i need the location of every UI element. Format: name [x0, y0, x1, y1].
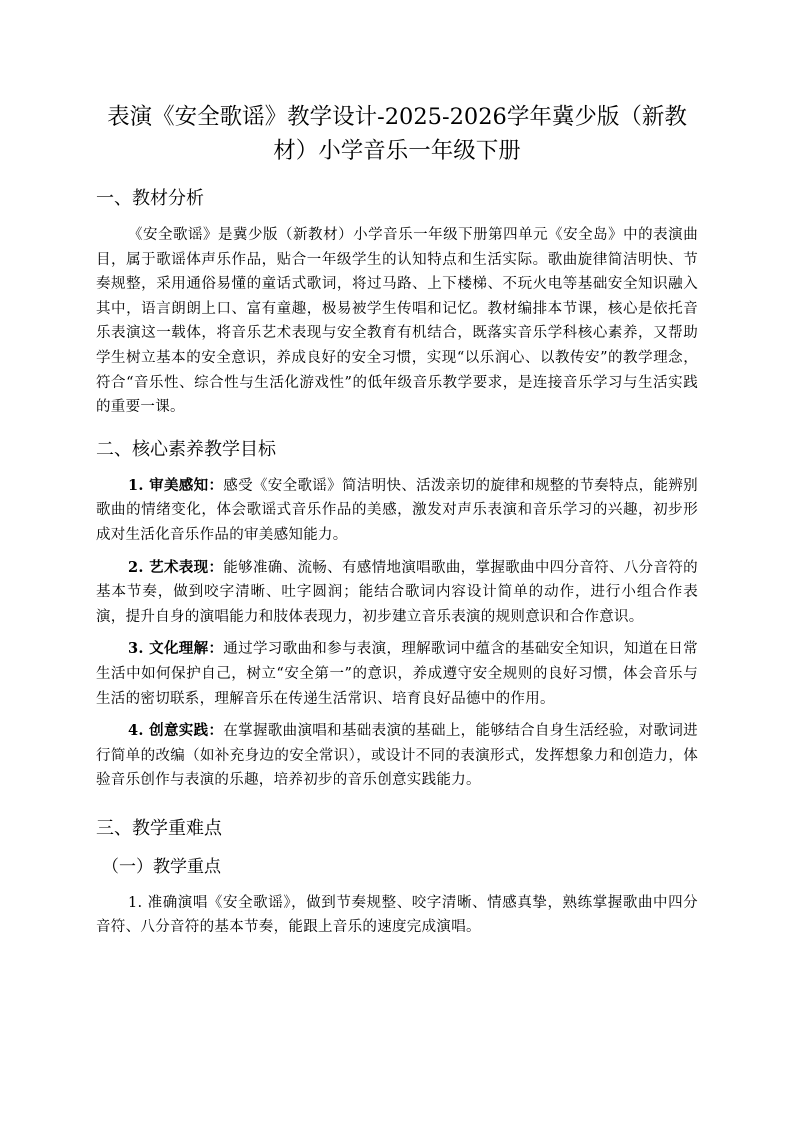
subheading-teaching-focus: （一）教学重点 — [102, 856, 221, 877]
goal-text: 能够准确、流畅、有感情地演唱歌曲，掌握歌曲中四分音符、八分音符的基本节奏，做到咬字清晰、吐字圆润；能结合歌词内容设计简单的动作，进行小组合作表演，提升自身的演唱能力和肢体表现力，初步建立音乐表演的规则意识和合作意识。 — [96, 559, 698, 625]
goal-artistic-expression — [96, 556, 698, 630]
goal-label: 4. 创意实践： — [128, 722, 224, 740]
goal-creative-practice — [96, 719, 698, 793]
goal-aesthetic-perception — [96, 474, 698, 548]
spacer — [96, 420, 698, 436]
spacer — [96, 801, 698, 815]
section-heading-core-goals: 二、核心素养教学目标 — [96, 438, 276, 460]
title-line-2: 材）小学音乐一年级下册 — [273, 138, 521, 164]
goal-text: 在掌握歌曲演唱和基础表演的基础上，能够结合自身生活经验，对歌词进行简单的改编（如补充身边的安全常识），或设计不同的表演形式，发挥想象力和创造力，体验音乐创作与表演的乐趣，培养初步的音乐创意实践能力。 — [96, 723, 698, 789]
title-line-1: 表演《安全歌谣》教学设计-2025-2026学年冀少版（新教 — [107, 104, 687, 130]
goal-label: 1. 审美感知： — [128, 476, 224, 494]
section-heading-textbook-analysis: 一、教材分析 — [96, 188, 204, 209]
goal-label: 3. 文化理解： — [128, 640, 224, 658]
goal-cultural-understanding — [96, 637, 698, 711]
goal-text: 通过学习歌曲和参与表演，理解歌词中蕴含的基础安全知识，知道在日常生活中如何保护自己，树立“安全第一”的意识，养成遵守安全规则的良好习惯，体会音乐与生活的密切联系，理解音乐在传递生活常识、培育良好品德中的作用。 — [96, 641, 698, 707]
goal-label: 2. 艺术表现： — [128, 558, 224, 576]
textbook-analysis-paragraph: 《安全歌谣》是冀少版（新教材）小学音乐一年级下册第四单元《安全岛》中的表演曲目，属于歌谣体声乐作品，贴合一年级学生的认知特点和生活实际。歌曲旋律简洁明快、节奏规整，采用通俗易懂的童话式歌词，将过马路、上下楼梯、不玩火电等基础安全知识融入其中，语言朗朗上口、富有童趣，极易被学生传唱和记忆。教材编排本节课，核心是依托音乐表演这一载体，将音乐艺术表现与安全教育有机结合，既落实音乐学科核心素养，又帮助学生树立基本的安全意识，养成良好的安全习惯，实现“以乐润心、以教传安”的教学理念，符合“音乐性、综合性与生活化游戏性”的低年级音乐教学要求，是连接音乐学习与生活实践的重要一课。 — [96, 227, 698, 416]
document-title — [96, 100, 698, 168]
teaching-focus-item-1: 1. 准确演唱《安全歌谣》，做到节奏规整、咬字清晰、情感真挚，熟练掌握歌曲中四分音符、八分音符的基本节奏，能跟上音乐的速度完成演唱。 — [96, 894, 698, 936]
section-heading-key-difficulties: 三、教学重难点 — [96, 817, 222, 839]
goal-text: 感受《安全歌谣》简洁明快、活泼亲切的旋律和规整的节奏特点，能辨别歌曲的情绪变化，体会歌谣式音乐作品的美感，激发对声乐表演和音乐学习的兴趣，初步形成对生活化音乐作品的审美感知能力。 — [96, 477, 698, 543]
